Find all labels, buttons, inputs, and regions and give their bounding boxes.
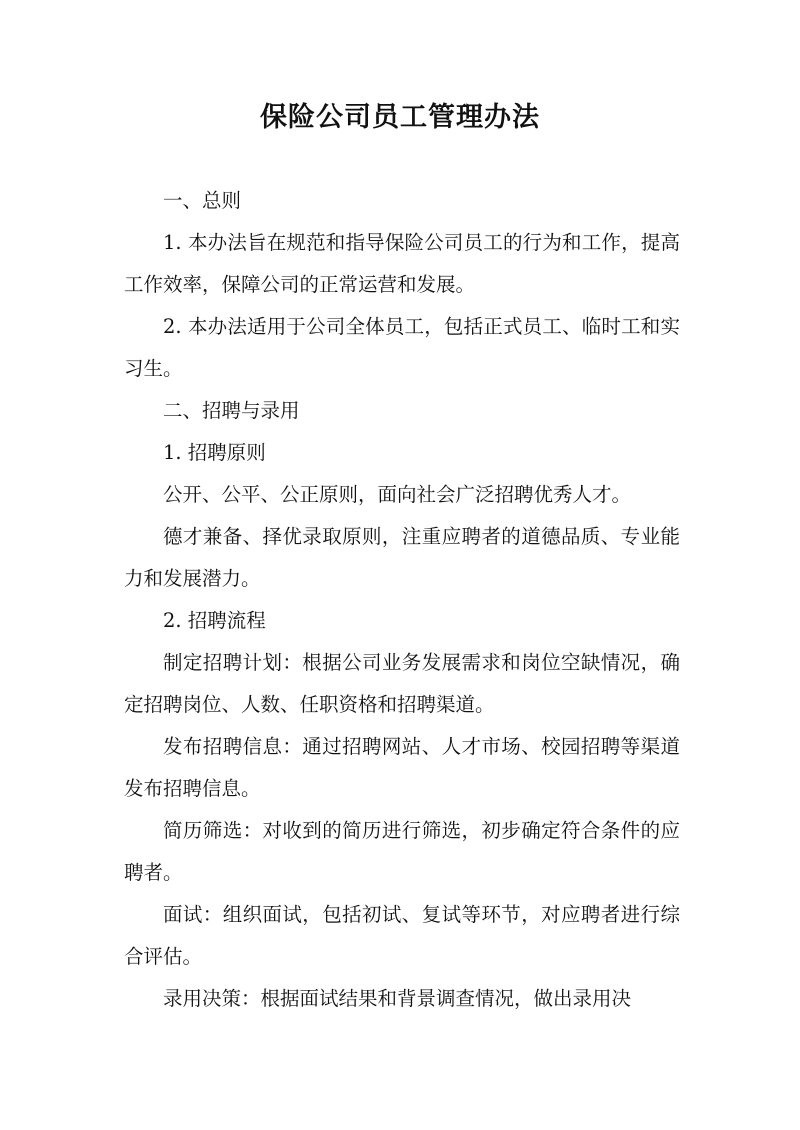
section-heading-recruitment: 二、招聘与录用 xyxy=(163,399,300,422)
paragraph-principle-fairness: 公开、公平、公正原则，面向社会广泛招聘优秀人才。 xyxy=(163,483,632,506)
paragraph-scope: 2. 本办法适用于公司全体员工，包括正式员工、临时工和实习生。 xyxy=(124,315,680,380)
paragraph-purpose: 1. 本办法旨在规范和指导保险公司员工的行为和工作，提高工作效率，保障公司的正常运营和发展。 xyxy=(124,231,680,296)
paragraph-process-interview: 面试：组织面试，包括初试、复试等环节，对应聘者进行综合评估。 xyxy=(124,903,680,968)
section-heading-general: 一、总则 xyxy=(163,189,242,212)
document-body xyxy=(124,180,680,1020)
paragraph-principle-merit: 德才兼备、择优录取原则，注重应聘者的道德品质、专业能力和发展潜力。 xyxy=(124,525,680,590)
subheading-recruitment-process: 2. 招聘流程 xyxy=(163,609,266,632)
subheading-recruitment-principles: 1. 招聘原则 xyxy=(163,441,266,464)
paragraph-process-plan: 制定招聘计划：根据公司业务发展需求和岗位空缺情况，确定招聘岗位、人数、任职资格和招聘渠道。 xyxy=(124,651,680,716)
paragraph-process-screening: 简历筛选：对收到的简历进行筛选，初步确定符合条件的应聘者。 xyxy=(124,819,680,884)
paragraph-process-decision: 录用决策：根据面试结果和背景调查情况，做出录用决 xyxy=(163,987,632,1010)
paragraph-process-publish: 发布招聘信息：通过招聘网站、人才市场、校园招聘等渠道发布招聘信息。 xyxy=(124,735,680,800)
document-title: 保险公司员工管理办法 xyxy=(260,102,540,133)
